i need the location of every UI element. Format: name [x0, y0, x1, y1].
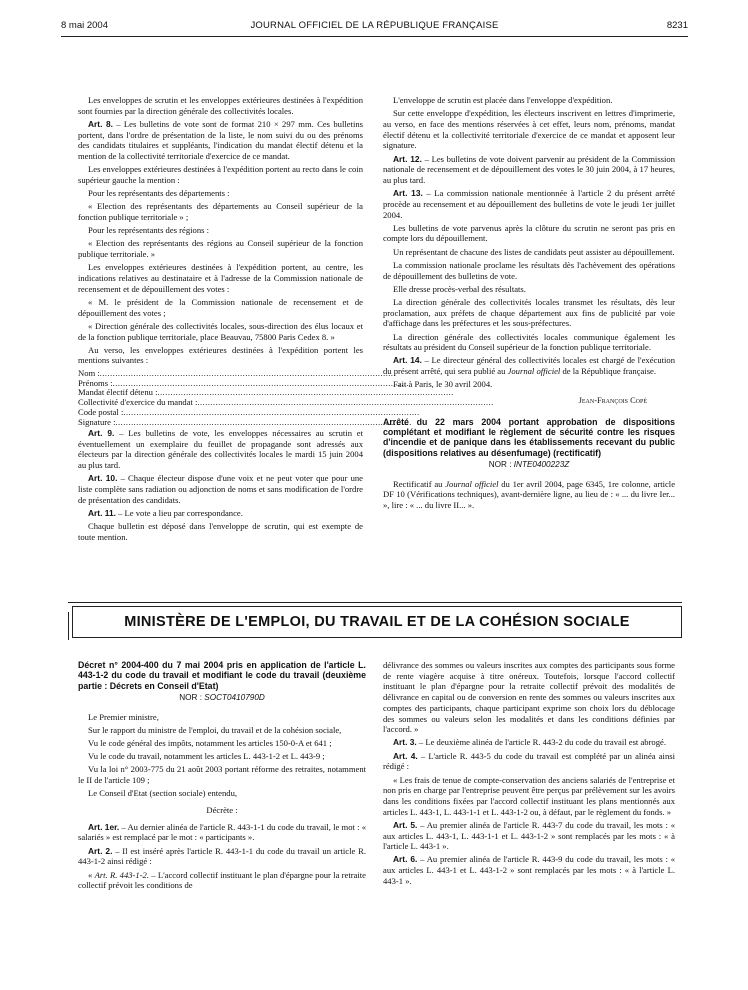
- article-label: Art. 6.: [393, 854, 418, 865]
- article-label: Art. 13.: [393, 188, 423, 199]
- article-text: – Le deuxième alinéa de l'article R. 443-2 du code du travail est abrogé.: [416, 737, 666, 748]
- form-line: Collectivité d'exercice du mandat :..................................................................................................................: [78, 397, 494, 408]
- paragraph: Sur le rapport du ministre de l'emploi, du travail et de la cohésion sociale,: [88, 724, 342, 735]
- paragraph: Sur cette enveloppe d'expédition, les électeurs inscrivent en lettres d'imprimerie, au verso, en face des mentions réservées à cet effet, leurs nom, prénoms, mandat électif détenu et la collectivité territoriale d'exercice de ce mandat et apposent leur signature.: [383, 108, 675, 151]
- paragraph: La commission nationale proclame les résultats dès l'achèvement des opérations de dépouillement des bulletins de vote.: [383, 259, 675, 281]
- decrete: Décrète :: [206, 805, 238, 816]
- header-rule: [61, 36, 688, 37]
- paragraph: Vu la loi n° 2003-775 du 21 août 2003 portant réforme des retraites, notamment le II de l'article 109 ;: [78, 764, 366, 786]
- nor-reference: NOR : INTE0400223Z: [488, 459, 570, 469]
- paragraph: Pour les représentants des régions :: [88, 225, 210, 236]
- article-5: [383, 820, 675, 852]
- article-label: Art. 1er.: [88, 821, 120, 832]
- quoted-article: « Art. R. 443-1-2. – L'accord collectif instituant le plan d'épargne pour la retraite collectif prévoit les conditions de: [78, 869, 366, 891]
- arrete-heading: Arrêté du 22 mars 2004 portant approbation de dispositions complétant et modifiant le règlement de sécurité contre les risques d'incendie et de panique dans les établissements recevant du public (dispositions relatives au désenfumage) (rectificatif): [383, 416, 675, 458]
- article-3: [383, 737, 675, 748]
- article-label: Art. 2.: [88, 845, 113, 856]
- paragraph: Vu le code général des impôts, notamment les articles 150-0-A et 641 ;: [88, 738, 332, 748]
- page-header: [61, 20, 688, 36]
- article-text: – Les bulletins de vote, les enveloppes nécessaires au scrutin et éventuellement un exemplaire du feuillet de propagande sont adressés aux électeurs par la direction générale des collectivités locales le mardi 15 juin 2004 au plus tard.: [78, 428, 363, 471]
- form-line: Nom :..................................................................................................................: [78, 367, 397, 378]
- ministry-banner: MINISTÈRE DE L'EMPLOI, DU TRAVAIL ET DE LA COHÉSION SOCIALE: [72, 606, 682, 638]
- article-4: [383, 751, 675, 772]
- form-line: Signature :..................................................................................................................: [78, 417, 412, 428]
- article-label: Art. 4.: [393, 750, 418, 761]
- article-label: Art. 5.: [393, 819, 418, 830]
- date-line: Fait à Paris, le 30 avril 2004.: [393, 379, 493, 390]
- paragraph: Les enveloppes extérieures destinées à l'expédition portent au recto dans le coin supérieur gauche la mention :: [78, 164, 363, 185]
- nor-reference: NOR : SOCT0410790D: [179, 692, 265, 702]
- article-text: – Au premier alinéa de l'article R. 443-7 du code du travail, les mots : « aux articles L. 443-1, L. 443-1-1 et L. 443-1-2 » sont remplacés par les mots : « à l'article L. 443-1 ».: [383, 819, 675, 852]
- article-label: Art. 14.: [393, 355, 422, 366]
- paragraph: Un représentant de chacune des listes de candidats peut assister au dépouillement.: [393, 246, 675, 257]
- article-2: [78, 846, 366, 867]
- paragraph: Les enveloppes extérieures destinées à l'expédition portent, au centre, les indications relatives au destinataire et à l'adresse de la Commission nationale de recensement et de dépouillement des votes :: [78, 262, 363, 294]
- article-label: Art. 11.: [88, 507, 116, 518]
- article-label: Art. 9.: [88, 428, 115, 439]
- paragraph: Les bulletins de vote parvenus après la clôture du scrutin ne seront pas pris en compte lors du dépouillement.: [383, 222, 675, 244]
- paragraph: « Election des représentants des régions au Conseil supérieur de la fonction publique territoriale. »: [78, 238, 363, 260]
- page-number: 8231: [666, 20, 688, 31]
- paragraph: Vu le code du travail, notamment les articles L. 443-1-2 et L. 443-9 ;: [88, 751, 325, 762]
- paragraph: Elle dresse procès-verbal des résultats.: [393, 283, 526, 294]
- decret-heading: Décret n° 2004-400 du 7 mai 2004 pris en application de l'article L. 443-1-2 du code du travail et modifiant le code du travail (deuxième partie : Décrets en Conseil d'Etat): [78, 660, 366, 691]
- article-text: – Au dernier alinéa de l'article R. 443-1-1 du code du travail, le mot : « salariés » est remplacé par le mot : « participants ».: [78, 821, 366, 843]
- article-label: Art. 12.: [393, 153, 422, 164]
- paragraph: « Les frais de tenue de compte-conservation des anciens salariés de l'entreprise et non pris en charge par l'entreprise peuvent être perçus par prélèvement sur les avoirs dans les conditions fixées par l'accord collectif instituant les plans mentionnés aux articles L. 443-1, L. 443-1-1 et L. 443-1-2 ou, à défaut, par le règlement du fonds. »: [383, 774, 675, 817]
- paragraph: Le Premier ministre,: [88, 711, 159, 722]
- paragraph: Chaque bulletin est déposé dans l'enveloppe de scrutin, qui est exempte de toute mention.: [78, 521, 363, 542]
- bottom-left-column: [78, 660, 366, 893]
- article-text: – Les bulletins de vote sont de format 210 × 297 mm. Ces bulletins portent, dans l'ordre de présentation de la liste, le nom suivi du ou des prénoms des candidats titulaires et suppléants, l'indication du mandat électif détenu et la mention de la collectivité territoriale d'exercice de ce mandat.: [78, 118, 363, 162]
- paragraph: L'enveloppe de scrutin est placée dans l'enveloppe d'expédition.: [393, 95, 613, 105]
- article-1: [78, 822, 366, 843]
- article-13: [383, 188, 675, 220]
- article-11: [78, 508, 363, 519]
- article-text: – La commission nationale mentionnée à l'article 2 du présent arrêté procède au recensement et au dépouillement des bulletins de vote le jeudi 1er juillet 2004.: [383, 188, 675, 220]
- article-label: Art. 3.: [393, 737, 417, 748]
- paragraph: Au verso, les enveloppes extérieures destinées à l'expédition portent les mentions suivantes :: [78, 344, 363, 366]
- article-14: Art. 14. – Le directeur général des collectivités locales est chargé de l'exécution du présent arrêté, qui sera publié au Journal officiel de la République française.: [383, 355, 675, 377]
- header-date: 8 mai 2004: [61, 20, 109, 31]
- paragraph: Pour les représentants des départements :: [88, 188, 230, 199]
- article-9: [78, 428, 363, 471]
- bottom-right-column: [383, 660, 675, 889]
- article-label: Art. 10.: [88, 473, 118, 484]
- article-text: – Au premier alinéa de l'article R. 443-9 du code du travail, les mots : « aux articles L. 443-1 et L. 443-1-2 » sont remplacés par les mots : « à l'article L. 443-1 ».: [383, 854, 675, 886]
- paragraph: délivrance des sommes ou valeurs inscrites aux comptes des participants sous forme de rente viagère acquise à titre onéreux. Toutefois, lorsque l'accord collectif instituant le plan d'épargne pour la retraite collectif prévoit des modalités de délivrance en capital ou de conversion en rente des sommes ou valeurs inscrites aux comptes des participants, chaque participant exprime son choix lors du déblocage des sommes ou valeurs selon les modalités et dans les conditions définies par l'accord. »: [383, 660, 675, 735]
- paragraph: « Election des représentants des départements au Conseil supérieur de la fonction publique territoriale » ;: [78, 201, 363, 223]
- article-text: – Le vote a lieu par correspondance.: [115, 507, 243, 518]
- form-line: Prénoms :..................................................................................................................: [78, 377, 410, 388]
- article-text: – L'article R. 443-5 du code du travail est complété par un alinéa ainsi rédigé :: [383, 750, 675, 772]
- paragraph: La direction générale des collectivités locales communique également les résultats au président du Conseil supérieur de la fonction publique territoriale.: [383, 331, 675, 353]
- top-right-column: [383, 95, 675, 513]
- signatory: Jean-François Copé: [578, 396, 647, 406]
- article-10: [78, 473, 363, 505]
- paragraph: Les enveloppes de scrutin et les enveloppes extérieures destinées à l'expédition sont fournies par la direction générale des collectivités locales.: [78, 95, 363, 116]
- journal-title: JOURNAL OFFICIEL DE LA RÉPUBLIQUE FRANÇAISE: [250, 20, 499, 31]
- article-8: [78, 119, 363, 162]
- rectificatif: Rectificatif au Journal officiel du 1er avril 2004, page 6345, 1re colonne, article DF 10 (Vérifications techniques), avant-dernière ligne, au lieu de : « ... du livre Ier... », lire : « ... du livre II... ».: [383, 478, 676, 511]
- journal-officiel-ref: Journal officiel: [507, 366, 561, 377]
- paragraph: « M. le président de la Commission nationale de recensement et de dépouillement des votes ;: [78, 296, 363, 318]
- article-text: – Chaque électeur dispose d'une voix et ne peut voter que pour une liste complète sans radiation ou adjonction de noms et sans modification de l'ordre de présentation des candidats.: [78, 473, 363, 505]
- form-line: Mandat électif détenu :..................................................................................................................: [78, 387, 454, 398]
- paragraph: « Direction générale des collectivités locales, sous-direction des élus locaux et de la fonction publique territoriale, place Beauvau, 75800 Paris Cedex 8. »: [78, 320, 363, 342]
- form-line: Code postal :..................................................................................................................: [78, 407, 420, 418]
- article-label: Art. 8.: [88, 118, 113, 129]
- article-6: [383, 854, 675, 886]
- article-text: – Les bulletins de vote doivent parvenir au président de la Commission nationale de recensement et de dépouillement des votes le 30 juin 2004, à 17 heures, au plus tard.: [383, 153, 675, 185]
- paragraph: La direction générale des collectivités locales transmet les résultats, dès leur proclamation, aux préfets de chaque département aux fins de publicité par voie d'affichage dans les préfectures et les sous-préfectures.: [383, 296, 675, 329]
- article-text: – Il est inséré après l'article R. 443-1-1 du code du travail un article R. 443-1-2 ainsi rédigé :: [78, 845, 366, 867]
- article-12: [383, 154, 675, 186]
- paragraph: Le Conseil d'Etat (section sociale) entendu,: [88, 788, 238, 799]
